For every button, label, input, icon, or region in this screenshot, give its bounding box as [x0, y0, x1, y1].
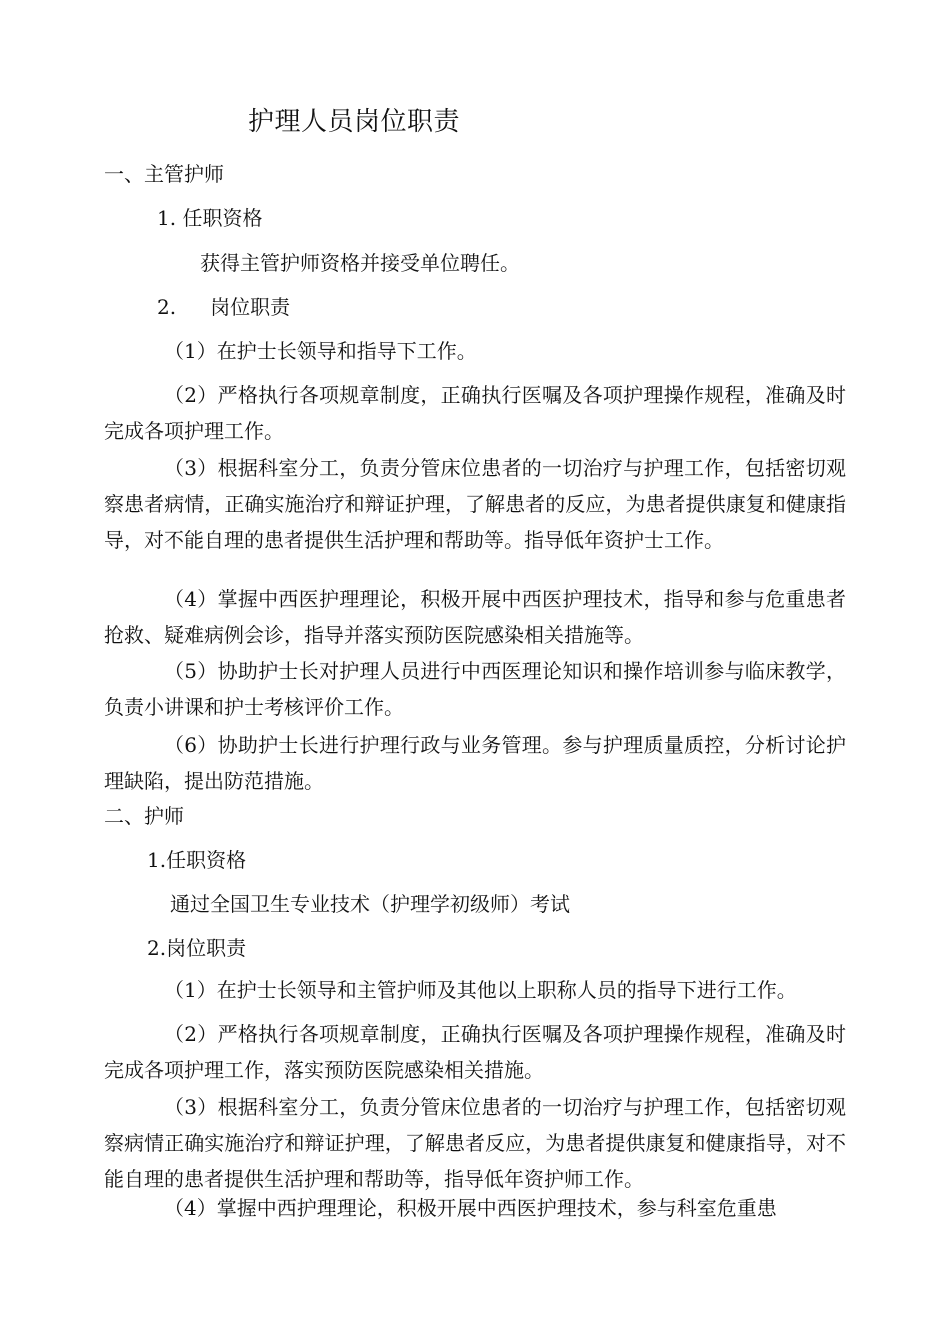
qualification-heading: 1. 任职资格	[157, 206, 263, 230]
duty-item: （3）根据科室分工，负责分管床位患者的一切治疗与护理工作，包括密切观察病情正确实施治疗和辩证护理，了解患者反应，为患者提供康复和健康指导，对不能自理的患者提供生活护理和帮助等，指导低年资护师工作。	[104, 1095, 846, 1191]
duty-item: （1）在护士长领导和指导下工作。	[164, 339, 477, 363]
duty-item: （1）在护士长领导和主管护师及其他以上职称人员的指导下进行工作。	[164, 978, 797, 1002]
duty-item: （2）严格执行各项规章制度，正确执行医嘱及各项护理操作规程，准确及时完成各项护理工作。	[104, 383, 846, 443]
qualification-text: 通过全国卫生专业技术（护理学初级师）考试	[170, 892, 570, 916]
duty-item: （6）协助护士长进行护理行政与业务管理。参与护理质量质控，分析讨论护理缺陷，提出防范措施。	[104, 733, 846, 793]
duty-item: （2）严格执行各项规章制度，正确执行医嘱及各项护理操作规程，准确及时完成各项护理工作，落实预防医院感染相关措施。	[104, 1022, 846, 1082]
qualification-heading: 1.任职资格	[147, 848, 247, 872]
duty-item: （5）协助护士长对护理人员进行中西医理论知识和操作培训参与临床教学，负责小讲课和护士考核评价工作。	[104, 659, 846, 719]
duties-heading	[157, 289, 290, 325]
duties-heading-number: 2.	[157, 295, 177, 319]
duties-heading-label: 岗位职责	[210, 295, 291, 319]
section-heading-nurse: 二、护师	[104, 804, 184, 828]
duty-item: （4）掌握中西护理理论，积极开展中西医护理技术，参与科室危重患	[164, 1196, 777, 1220]
document-title: 护理人员岗位职责	[248, 107, 461, 137]
duty-item: （3）根据科室分工，负责分管床位患者的一切治疗与护理工作，包括密切观察患者病情，正确实施治疗和辩证护理，了解患者的反应，为患者提供康复和健康指导，对不能自理的患者提供生活护理和帮助等。指导低年资护士工作。	[104, 456, 846, 552]
qualification-text: 获得主管护师资格并接受单位聘任。	[200, 251, 520, 275]
section-heading-head-nurse: 一、主管护师	[104, 162, 224, 186]
duties-heading: 2.岗位职责	[147, 936, 247, 960]
duty-item: （4）掌握中西医护理理论，积极开展中西医护理技术，指导和参与危重患者抢救、疑难病例会诊，指导并落实预防医院感染相关措施等。	[104, 587, 846, 647]
